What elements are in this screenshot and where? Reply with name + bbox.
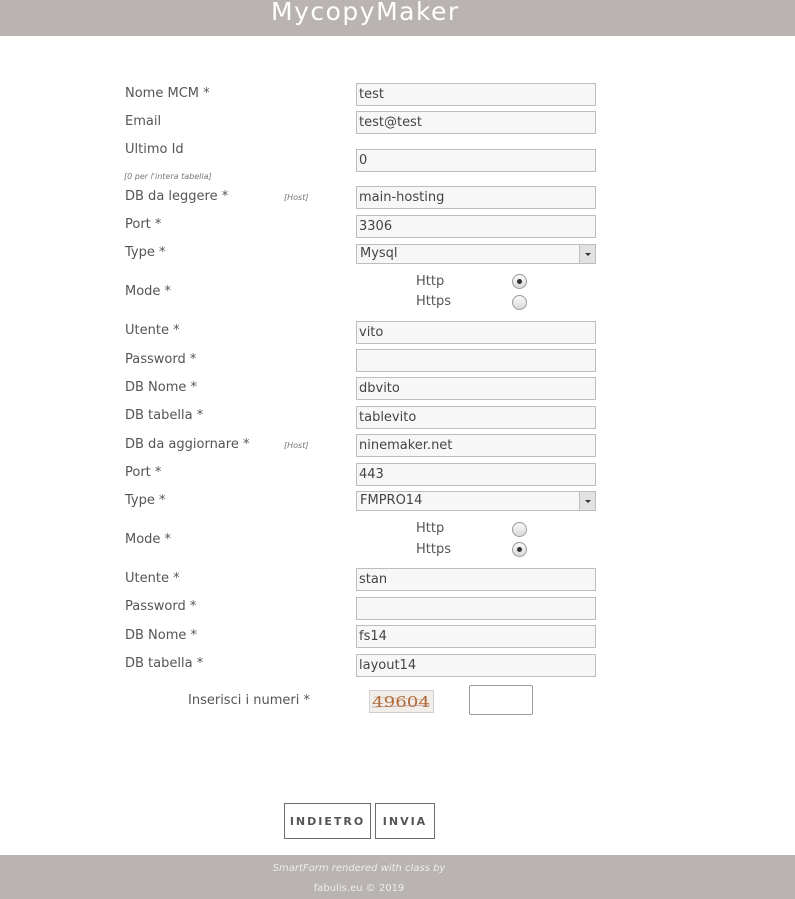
captcha-input[interactable] [469,685,533,715]
source-table-label: DB tabella * [125,408,204,423]
source-user-input[interactable] [356,321,596,344]
email-input[interactable] [356,111,596,134]
target-type-value: FMPRO14 [360,493,423,508]
source-port-label: Port * [125,217,162,232]
nome-mcm-label: Nome MCM * [125,86,210,101]
source-mode-http-radio[interactable] [512,274,527,289]
target-mode-https-label: Https [416,542,451,557]
target-table-input[interactable] [356,654,596,677]
target-mode-label: Mode * [125,532,172,547]
target-mode-https-radio[interactable] [512,542,527,557]
target-dbname-input[interactable] [356,625,596,648]
source-host-input[interactable] [356,186,596,209]
target-dbname-label: DB Nome * [125,628,198,643]
source-mode-http-label: Http [416,274,445,289]
source-type-value: Mysql [360,246,398,261]
source-mode-label: Mode * [125,284,172,299]
source-table-input[interactable] [356,406,596,429]
target-host-hint: [Host] [284,441,309,450]
source-dbname-label: DB Nome * [125,380,198,395]
captcha-image [369,690,434,713]
captcha-graphic [370,691,433,712]
page-footer [0,855,795,899]
source-user-label: Utente * [125,323,180,338]
captcha-label: Inserisci i numeri * [188,693,310,708]
target-password-label: Password * [125,599,197,614]
submit-button[interactable]: INVIA [375,803,435,839]
target-user-label: Utente * [125,571,180,586]
ultimo-id-label: Ultimo Id [125,142,184,157]
captcha-text: 49604 [372,693,430,711]
target-type-select[interactable] [356,491,596,511]
nome-mcm-input[interactable] [356,83,596,106]
footer-credit: SmartForm rendered with class by [272,863,446,874]
source-type-label: Type * [125,245,166,260]
target-password-input[interactable] [356,597,596,620]
chevron-down-icon[interactable] [579,245,595,263]
target-user-input[interactable] [356,568,596,591]
email-label: Email [125,114,162,129]
back-button[interactable]: INDIETRO [284,803,371,839]
source-password-label: Password * [125,352,197,367]
source-port-input[interactable] [356,215,596,238]
target-port-label: Port * [125,465,162,480]
page-header [0,0,795,36]
source-password-input[interactable] [356,349,596,372]
app-title: MycopyMaker [271,0,460,26]
target-mode-http-label: Http [416,521,445,536]
target-type-label: Type * [125,493,166,508]
target-host-input[interactable] [356,434,596,457]
chevron-down-icon[interactable] [579,492,595,510]
footer-copyright[interactable]: fabulis.eu © 2019 [313,883,405,894]
ultimo-id-input[interactable] [356,149,596,172]
target-db-label: DB da aggiornare * [125,437,250,452]
source-mode-https-radio[interactable] [512,295,527,310]
source-type-select[interactable] [356,244,596,264]
target-port-input[interactable] [356,463,596,486]
source-host-hint: [Host] [284,193,309,202]
source-dbname-input[interactable] [356,377,596,400]
ultimo-id-hint: [0 per l'intera tabella] [124,172,212,181]
source-mode-https-label: Https [416,294,451,309]
target-table-label: DB tabella * [125,656,204,671]
target-mode-http-radio[interactable] [512,522,527,537]
source-db-label: DB da leggere * [125,189,229,204]
